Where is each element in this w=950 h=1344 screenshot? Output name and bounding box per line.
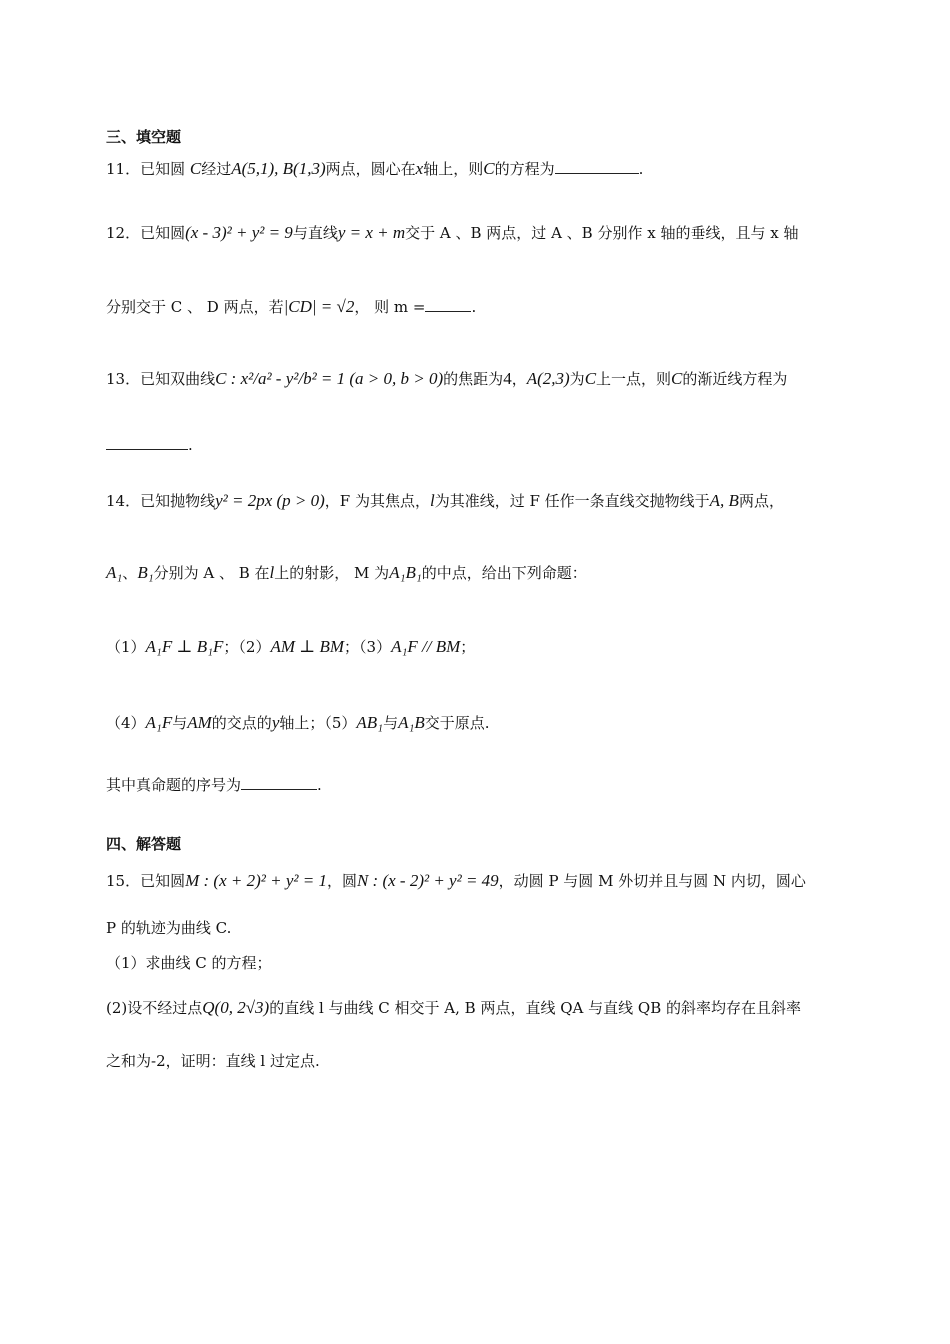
q13-text: . (188, 436, 193, 454)
q13-text: 为 (569, 370, 585, 388)
q14-text: （4） (106, 714, 146, 732)
q12-text: 12．已知圆 (106, 224, 186, 242)
q12-math: |CD| = √2 (283, 297, 355, 316)
q11-text: 的方程为 (494, 160, 555, 178)
answer-blank[interactable] (425, 296, 471, 312)
q13-math: C (584, 369, 597, 388)
q14-text: ；（3） (344, 638, 392, 656)
q12-math: (x - 3)² + y² = 9 (185, 223, 293, 242)
q14-math: A₁B (398, 713, 425, 732)
q14-math: A₁F // BM (391, 637, 461, 656)
answer-blank[interactable] (241, 774, 317, 790)
q11-text: 轴上，则 (423, 160, 484, 178)
question-11 (106, 158, 643, 180)
q14-text: 的交点的 (211, 714, 272, 732)
q13-text: 13．已知双曲线 (106, 370, 216, 388)
question-15-part-2-line-2: 之和为-2，证明：直线 l 过定点. (106, 1052, 320, 1070)
q13-math: A(2,3) (526, 369, 570, 388)
q15-text: 15．已知圆 (106, 872, 186, 890)
q11-math: C (483, 159, 495, 178)
q13-math: 4 (503, 369, 512, 388)
question-14-propositions-1-3 (106, 636, 475, 658)
q14-math: AB₁ (356, 713, 384, 732)
q14-math: y² = 2px (p > 0) (215, 491, 325, 510)
q14-math: A₁ (106, 563, 123, 582)
question-15-part-1: （1）求曲线 C 的方程； (106, 954, 272, 972)
q14-math: A₁F (145, 713, 173, 732)
q14-text: 轴上；（5） (279, 714, 357, 732)
q11-math: C (189, 159, 202, 178)
q14-math: A, B (709, 491, 739, 510)
question-15-line-2: P 的轨迹为曲线 C. (106, 919, 232, 937)
q14-text: . (317, 776, 322, 794)
q15-math: Q(0, 2√3) (202, 998, 270, 1017)
q12-text: . (471, 298, 477, 316)
q13-math: C : x²/a² - y²/b² = 1 (a > 0, b > 0) (215, 369, 444, 388)
q11-text: . (638, 160, 644, 178)
section-title-answer: 四、解答题 (106, 835, 182, 853)
q11-math: x (415, 159, 424, 178)
q11-text: 两点，圆心在 (325, 160, 416, 178)
question-13-answer-line (106, 434, 193, 456)
q15-text: (2)设不经过点 (106, 999, 203, 1017)
q11-text: 经过 (201, 160, 232, 178)
q14-text: 的中点，给出下列命题： (421, 564, 587, 582)
question-14-line-2 (106, 562, 587, 584)
q14-text: （1） (106, 638, 146, 656)
q14-text: 、 (122, 564, 138, 582)
q13-text: 的焦距为 (443, 370, 504, 388)
q14-math: A₁F ⊥ B₁F (145, 637, 224, 656)
q14-math: AM ⊥ BM (270, 637, 345, 656)
q14-text: 其中真命题的序号为 (106, 776, 242, 794)
question-15-part-2 (106, 997, 801, 1019)
q14-text: ，F 为其焦点， (324, 492, 430, 510)
q12-text: 与直线 (292, 224, 338, 242)
question-12-line-2 (106, 296, 476, 318)
q12-text: 分别交于 C 、 D 两点，若 (106, 298, 284, 316)
q15-math: N : (x - 2)² + y² = 49 (356, 871, 499, 890)
question-13 (106, 368, 787, 390)
q14-math: B₁ (137, 563, 154, 582)
q14-text: 分别为 A 、 B 在 (153, 564, 270, 582)
q11-math: A(5,1), B(1,3) (231, 159, 326, 178)
question-12-line-1 (106, 222, 798, 244)
q14-text: 交于原点. (424, 714, 490, 732)
q14-text: 14．已知抛物线 (106, 492, 216, 510)
q14-math: l (269, 563, 275, 582)
q15-text: ，圆 (326, 872, 357, 890)
section-title-fill-blank: 三、填空题 (106, 128, 182, 146)
q14-text: 与 (172, 714, 188, 732)
q15-text: 的直线 l 与曲线 C 相交于 A, B 两点，直线 QA 与直线 QB 的斜率均存在且斜率 (269, 999, 801, 1017)
q14-math: A₁B₁ (389, 563, 422, 582)
q13-text: ， (511, 370, 527, 388)
q14-text: 两点， (738, 492, 784, 510)
q12-math: y = x + m (337, 223, 406, 242)
q13-math: C (671, 369, 683, 388)
q14-text: 为其准线，过 F 任作一条直线交抛物线于 (434, 492, 710, 510)
q14-text: 与 (383, 714, 399, 732)
q15-math: M : (x + 2)² + y² = 1 (185, 871, 327, 890)
question-14-final (106, 774, 322, 796)
q15-text: ，动圆 P 与圆 M 外切并且与圆 N 内切，圆心 (498, 872, 806, 890)
q14-text: 上的射影， M 为 (274, 564, 390, 582)
q14-text: ；（2） (223, 638, 271, 656)
question-14-line-1 (106, 490, 784, 512)
q13-text: 上一点，则 (596, 370, 672, 388)
q14-math: y (271, 713, 280, 732)
q14-math: AM (187, 713, 212, 732)
question-15-line-1 (106, 870, 806, 892)
answer-blank[interactable] (106, 434, 188, 450)
q12-text: 交于 A 、B 两点，过 A 、B 分别作 x 轴的垂线，且与 x 轴 (405, 224, 799, 242)
q11-text: 11．已知圆 (106, 160, 190, 178)
q14-math: l (429, 491, 435, 510)
question-14-propositions-4-5 (106, 712, 490, 734)
q12-text: ， 则 m = (354, 298, 426, 316)
q13-text: 的渐近线方程为 (682, 370, 788, 388)
q14-text: ； (460, 638, 476, 656)
answer-blank[interactable] (555, 158, 639, 174)
